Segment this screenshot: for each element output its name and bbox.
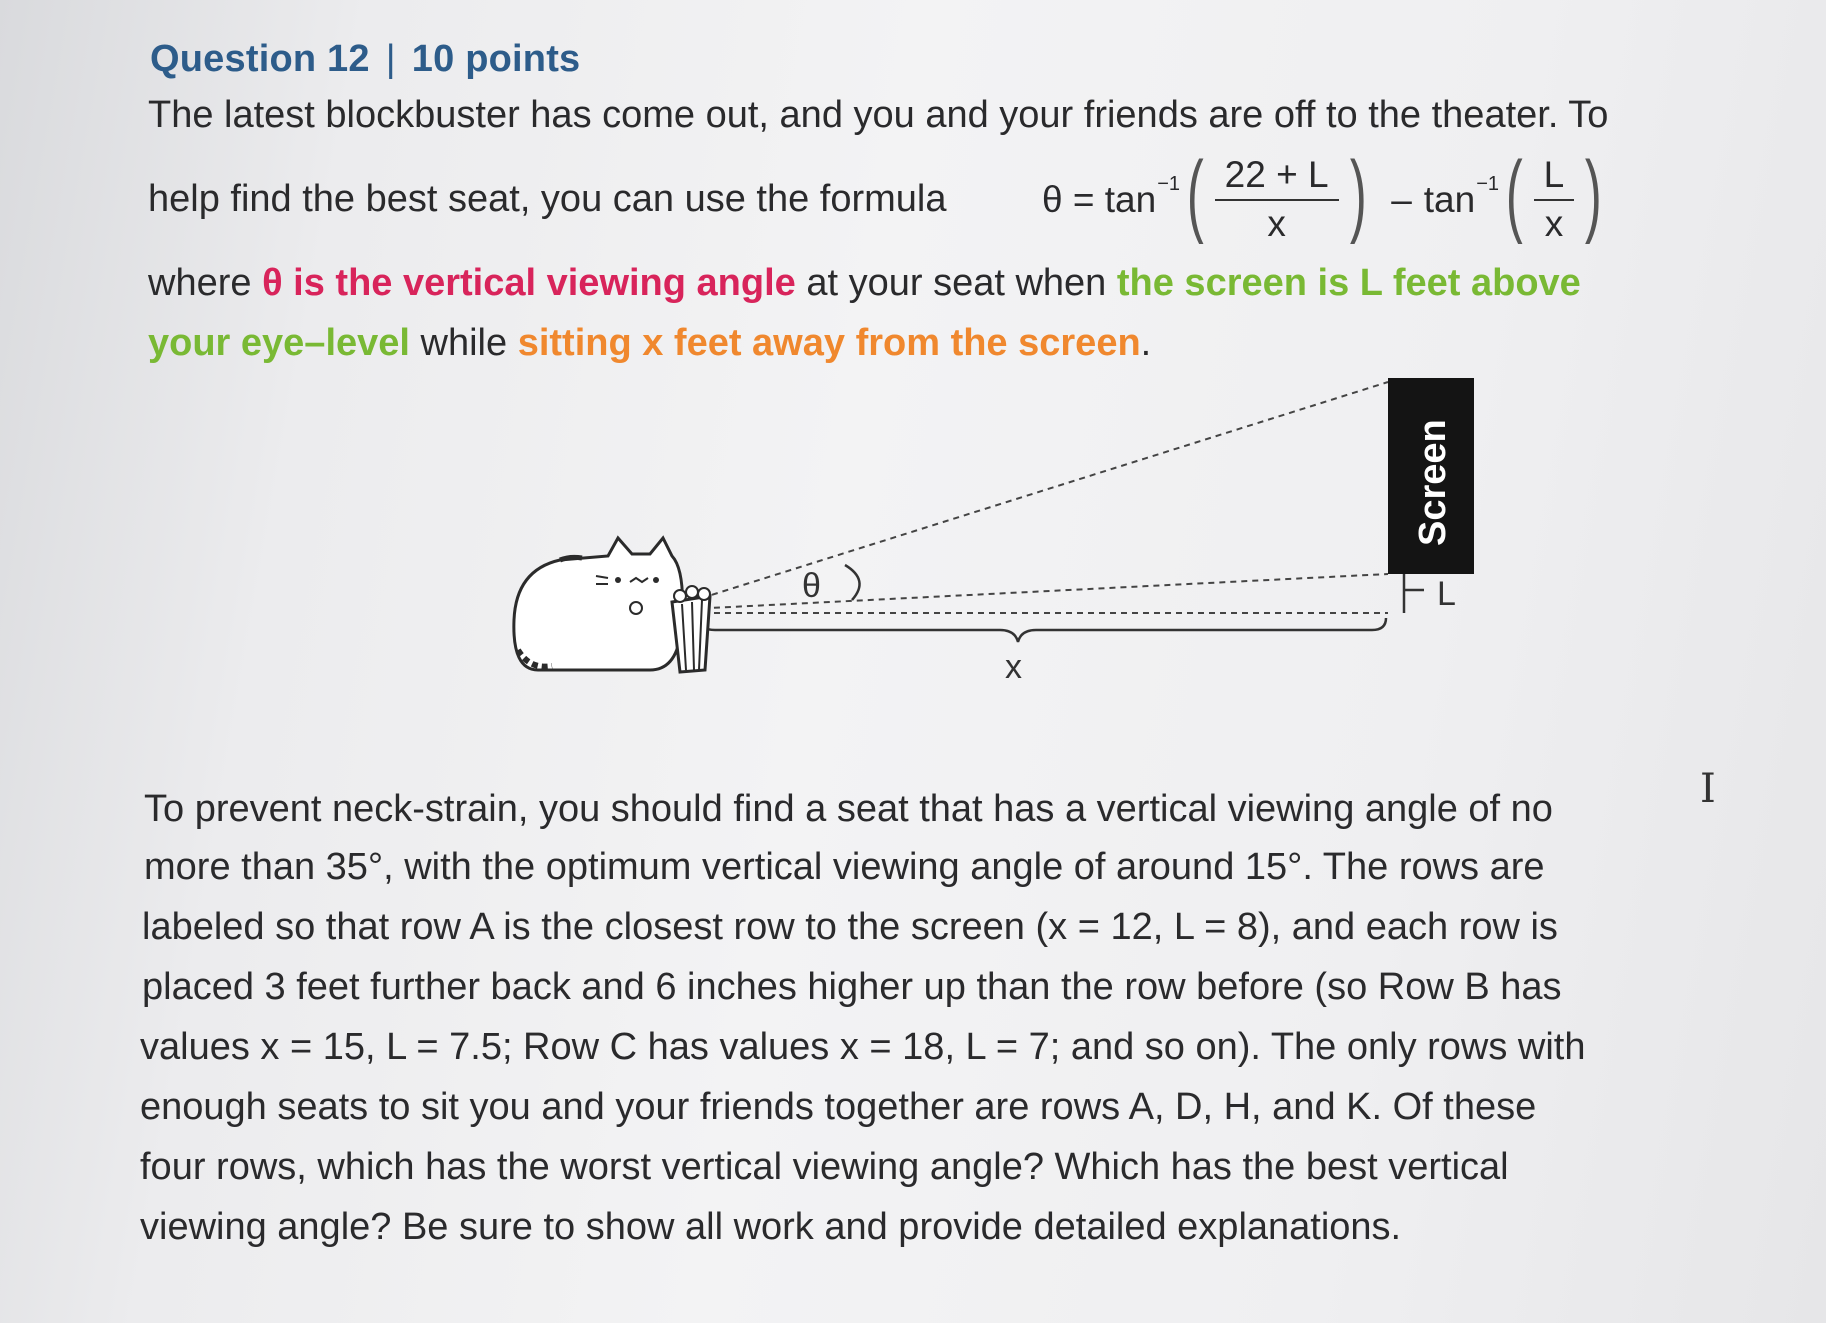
theta-definition: θ is the vertical viewing angle <box>262 262 796 304</box>
x-label: x <box>1005 648 1022 686</box>
formula-paren-open-2: ( <box>1505 143 1523 245</box>
intro-line-3 <box>148 262 1581 305</box>
sight-line-top <box>670 382 1388 608</box>
l-definition-part2: your eye–level <box>148 322 410 364</box>
cat-illustration <box>514 538 683 670</box>
fraction-2-denominator: x <box>1544 203 1564 244</box>
question-line-1: To prevent neck-strain, you should find a seat that has a vertical viewing angle of no <box>144 788 1553 830</box>
formula-fraction-2 <box>1534 156 1575 244</box>
sight-line-bottom <box>670 574 1388 610</box>
line4-text-a: while <box>409 322 518 364</box>
line4-period: . <box>1140 322 1152 364</box>
fraction-1-denominator: x <box>1267 203 1286 244</box>
formula-inverse-2: −1 <box>1476 172 1500 195</box>
question-line-4: placed 3 feet further back and 6 inches higher up than the row before (so Row B has <box>142 966 1562 1008</box>
question-line-5: values x = 15, L = 7.5; Row C has values x = 18, L = 7; and so on). The only rows with <box>140 1026 1586 1068</box>
line3-text-a: where <box>148 262 263 304</box>
formula-tan-2: tan <box>1423 179 1476 220</box>
l-label: L <box>1437 575 1456 613</box>
question-line-7: four rows, which has the worst vertical viewing angle? Which has the best vertical <box>140 1146 1509 1188</box>
formula-lhs: θ = tan <box>1042 179 1157 220</box>
question-line-3: labeled so that row A is the closest row to the screen (x = 12, L = 8), and each row is <box>142 906 1558 948</box>
formula-inverse-1: −1 <box>1157 172 1180 195</box>
theta-arc <box>845 565 860 600</box>
x-definition: sitting x feet away from the screen <box>517 322 1141 364</box>
formula-paren-open-1: ( <box>1186 143 1204 245</box>
formula-paren-close-2: ) <box>1585 143 1602 245</box>
formula-fraction-1 <box>1215 156 1339 244</box>
text-cursor-icon: I <box>1700 766 1716 812</box>
fraction-1-numerator: 22 + L <box>1215 156 1339 201</box>
popcorn-illustration <box>672 586 710 672</box>
question-number: Question 12 <box>150 38 370 80</box>
viewing-angle-formula <box>1042 143 1609 250</box>
formula-minus: – <box>1391 179 1412 220</box>
line3-text-b: at your seat when <box>795 262 1117 304</box>
question-line-6: enough seats to sit you and your friends together are rows A, D, H, and K. Of these <box>140 1086 1537 1128</box>
question-header <box>150 38 580 81</box>
x-brace <box>700 618 1386 642</box>
theta-label: θ <box>802 567 821 605</box>
intro-line-1: The latest blockbuster has come out, and you and your friends are off to the theater. To <box>148 94 1609 136</box>
intro-line-2: help find the best seat, you can use the formula <box>148 178 947 220</box>
fraction-2-numerator: L <box>1534 156 1575 201</box>
header-separator: | <box>385 38 396 80</box>
intro-line-4 <box>148 322 1151 365</box>
theater-diagram <box>500 370 1500 710</box>
question-line-2: more than 35°, with the optimum vertical viewing angle of around 15°. The rows are <box>144 846 1545 888</box>
question-points: 10 points <box>411 38 581 80</box>
l-definition-part1: the screen is L feet above <box>1116 262 1581 304</box>
screen-label: Screen <box>1412 419 1454 546</box>
question-line-8: viewing angle? Be sure to show all work and provide detailed explanations. <box>140 1206 1402 1248</box>
formula-paren-close-1: ) <box>1349 143 1367 245</box>
